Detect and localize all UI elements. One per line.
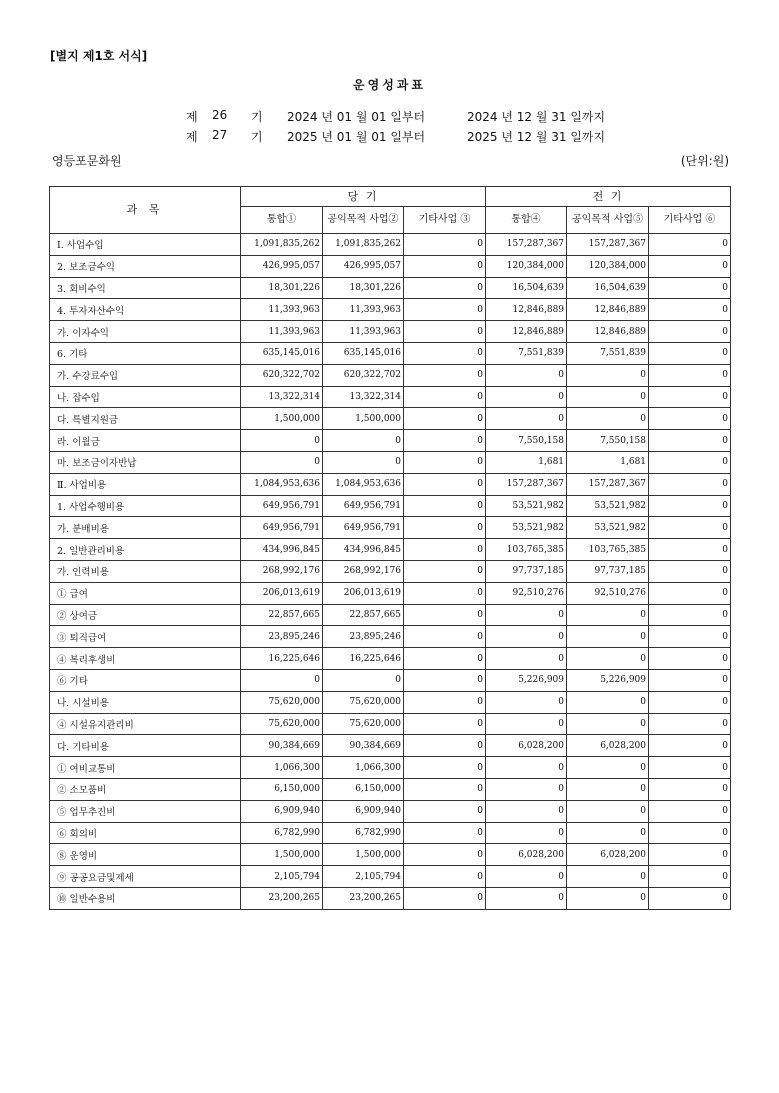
row-value: 0 xyxy=(649,669,731,691)
row-value: 0 xyxy=(486,604,567,626)
row-value: 16,504,639 xyxy=(567,277,649,299)
row-value: 0 xyxy=(649,626,731,648)
row-value: 649,956,791 xyxy=(241,517,323,539)
row-value: 0 xyxy=(649,648,731,670)
table-row xyxy=(50,757,731,779)
row-value: 157,287,367 xyxy=(567,234,649,256)
row-label: 4. 투자자산수익 xyxy=(50,299,241,321)
table-row xyxy=(50,430,731,452)
table-row xyxy=(50,713,731,735)
row-value: 0 xyxy=(486,713,567,735)
period-suffix: 기 xyxy=(251,110,263,124)
row-value: 1,500,000 xyxy=(241,844,323,866)
row-value: 0 xyxy=(404,560,486,582)
row-value: 0 xyxy=(486,408,567,430)
row-value: 0 xyxy=(404,473,486,495)
table-row xyxy=(50,277,731,299)
row-value: 2,105,794 xyxy=(241,866,323,888)
row-value: 0 xyxy=(567,713,649,735)
period-number: 26 xyxy=(212,108,228,122)
row-label: ⑨ 공공요금및제세 xyxy=(50,866,241,888)
table-row xyxy=(50,408,731,430)
row-label: Ⅱ. 사업비용 xyxy=(50,473,241,495)
row-value: 649,956,791 xyxy=(241,495,323,517)
row-value: 157,287,367 xyxy=(486,473,567,495)
row-value: 53,521,982 xyxy=(486,495,567,517)
period-to: 2024 년 12 월 31 일까지 xyxy=(467,110,606,124)
row-label: ① 급여 xyxy=(50,582,241,604)
row-value: 0 xyxy=(404,866,486,888)
row-value: 0 xyxy=(404,844,486,866)
row-value: 0 xyxy=(649,277,731,299)
row-value: 0 xyxy=(649,887,731,909)
row-value: 18,301,226 xyxy=(323,277,404,299)
row-value: 0 xyxy=(649,255,731,277)
row-value: 157,287,367 xyxy=(486,234,567,256)
row-value: 92,510,276 xyxy=(486,582,567,604)
row-label: 6. 기타 xyxy=(50,342,241,364)
row-value: 206,013,619 xyxy=(323,582,404,604)
row-label: ⑥ 회의비 xyxy=(50,822,241,844)
row-value: 635,145,016 xyxy=(323,342,404,364)
row-value: 53,521,982 xyxy=(567,495,649,517)
row-value: 1,500,000 xyxy=(323,844,404,866)
row-value: 11,393,963 xyxy=(323,321,404,343)
row-value: 12,846,889 xyxy=(486,321,567,343)
row-value: 426,995,057 xyxy=(323,255,404,277)
row-value: 1,066,300 xyxy=(241,757,323,779)
row-value: 1,500,000 xyxy=(241,408,323,430)
row-label: 가. 인력비용 xyxy=(50,560,241,582)
row-value: 0 xyxy=(404,669,486,691)
row-value: 434,996,845 xyxy=(323,539,404,561)
row-label: 1. 사업수행비용 xyxy=(50,495,241,517)
row-value: 0 xyxy=(649,408,731,430)
row-value: 1,091,835,262 xyxy=(323,234,404,256)
table-row xyxy=(50,735,731,757)
row-value: 12,846,889 xyxy=(567,321,649,343)
table-row xyxy=(50,299,731,321)
row-value: 6,782,990 xyxy=(241,822,323,844)
row-value: 0 xyxy=(404,299,486,321)
row-value: 0 xyxy=(404,713,486,735)
row-value: 1,066,300 xyxy=(323,757,404,779)
row-value: 0 xyxy=(567,691,649,713)
row-value: 1,681 xyxy=(486,451,567,473)
period-from: 2024 년 01 월 01 일부터 xyxy=(287,110,426,124)
document-title: 운영성과표 xyxy=(353,78,426,92)
row-value: 0 xyxy=(567,822,649,844)
row-value: 0 xyxy=(486,386,567,408)
col-header-other-prior: 기타사업 ⑥ xyxy=(649,207,731,234)
row-value: 0 xyxy=(649,582,731,604)
row-value: 0 xyxy=(649,778,731,800)
row-value: 0 xyxy=(404,430,486,452)
unit-label: (단위:원) xyxy=(680,154,729,168)
row-value: 206,013,619 xyxy=(241,582,323,604)
row-value: 0 xyxy=(404,626,486,648)
row-value: 11,393,963 xyxy=(241,299,323,321)
row-value: 23,895,246 xyxy=(323,626,404,648)
row-value: 620,322,702 xyxy=(241,364,323,386)
table-row xyxy=(50,648,731,670)
table-row xyxy=(50,255,731,277)
table-row xyxy=(50,517,731,539)
row-value: 0 xyxy=(404,887,486,909)
row-value: 11,393,963 xyxy=(241,321,323,343)
row-value: 7,550,158 xyxy=(486,430,567,452)
row-value: 649,956,791 xyxy=(323,517,404,539)
form-label: [별지 제1호 서식] xyxy=(50,49,148,63)
row-label: 3. 회비수익 xyxy=(50,277,241,299)
row-value: 6,909,940 xyxy=(323,800,404,822)
row-value: 157,287,367 xyxy=(567,473,649,495)
table-row xyxy=(50,495,731,517)
row-value: 97,737,185 xyxy=(567,560,649,582)
row-value: 0 xyxy=(404,604,486,626)
row-value: 13,322,314 xyxy=(323,386,404,408)
row-label: 다. 특별지원금 xyxy=(50,408,241,430)
table-row xyxy=(50,844,731,866)
row-label: 가. 분배비용 xyxy=(50,517,241,539)
row-value: 1,091,835,262 xyxy=(241,234,323,256)
row-value: 0 xyxy=(486,778,567,800)
row-value: 5,226,909 xyxy=(567,669,649,691)
table-row xyxy=(50,539,731,561)
row-value: 0 xyxy=(404,495,486,517)
row-value: 16,504,639 xyxy=(486,277,567,299)
row-value: 6,782,990 xyxy=(323,822,404,844)
row-label: 2. 일반관리비용 xyxy=(50,539,241,561)
row-value: 0 xyxy=(323,669,404,691)
row-value: 0 xyxy=(404,822,486,844)
row-value: 23,895,246 xyxy=(241,626,323,648)
row-value: 53,521,982 xyxy=(486,517,567,539)
row-value: 0 xyxy=(404,451,486,473)
row-value: 22,857,665 xyxy=(241,604,323,626)
row-label: 나. 잡수입 xyxy=(50,386,241,408)
table-row xyxy=(50,473,731,495)
row-value: 7,551,839 xyxy=(567,342,649,364)
row-value: 1,500,000 xyxy=(323,408,404,430)
row-value: 16,225,646 xyxy=(241,648,323,670)
row-value: 90,384,669 xyxy=(241,735,323,757)
row-value: 0 xyxy=(649,691,731,713)
row-label: Ⅰ. 사업수입 xyxy=(50,234,241,256)
row-value: 12,846,889 xyxy=(486,299,567,321)
row-value: 6,028,200 xyxy=(567,844,649,866)
table-row xyxy=(50,321,731,343)
row-label: 마. 보조금이자반납 xyxy=(50,451,241,473)
subject-header: 과 목 xyxy=(50,187,241,234)
col-header-total-current: 통합① xyxy=(241,207,323,234)
row-value: 0 xyxy=(404,277,486,299)
row-value: 426,995,057 xyxy=(241,255,323,277)
row-value: 0 xyxy=(649,800,731,822)
row-value: 22,857,665 xyxy=(323,604,404,626)
row-value: 0 xyxy=(323,451,404,473)
row-value: 7,550,158 xyxy=(567,430,649,452)
row-value: 0 xyxy=(649,299,731,321)
period-to: 2025 년 12 월 31 일까지 xyxy=(467,130,606,144)
row-label: 2. 보조금수익 xyxy=(50,255,241,277)
row-value: 0 xyxy=(567,364,649,386)
row-label: ② 소모품비 xyxy=(50,778,241,800)
col-header-public-current: 공익목적 사업② xyxy=(323,207,404,234)
row-value: 120,384,000 xyxy=(486,255,567,277)
row-value: 0 xyxy=(486,800,567,822)
row-value: 0 xyxy=(567,386,649,408)
row-value: 97,737,185 xyxy=(486,560,567,582)
row-label: ⑩ 일반수용비 xyxy=(50,887,241,909)
row-value: 75,620,000 xyxy=(323,713,404,735)
row-value: 0 xyxy=(567,778,649,800)
row-value: 0 xyxy=(486,866,567,888)
row-value: 0 xyxy=(404,735,486,757)
row-value: 0 xyxy=(404,386,486,408)
row-value: 23,200,265 xyxy=(241,887,323,909)
row-value: 120,384,000 xyxy=(567,255,649,277)
organization-name: 영등포문화원 xyxy=(52,154,122,168)
row-label: 가. 수강료수입 xyxy=(50,364,241,386)
row-label: ④ 복리후생비 xyxy=(50,648,241,670)
row-value: 0 xyxy=(649,713,731,735)
row-label: 다. 기타비용 xyxy=(50,735,241,757)
period-from: 2025 년 01 월 01 일부터 xyxy=(287,130,426,144)
row-value: 0 xyxy=(649,430,731,452)
row-value: 0 xyxy=(404,778,486,800)
row-value: 0 xyxy=(649,473,731,495)
table-row xyxy=(50,778,731,800)
row-value: 90,384,669 xyxy=(323,735,404,757)
row-value: 0 xyxy=(404,539,486,561)
row-value: 0 xyxy=(486,822,567,844)
row-value: 0 xyxy=(649,517,731,539)
row-value: 103,765,385 xyxy=(567,539,649,561)
row-value: 0 xyxy=(486,691,567,713)
table-row xyxy=(50,386,731,408)
table-row xyxy=(50,800,731,822)
table-row xyxy=(50,582,731,604)
row-value: 0 xyxy=(486,757,567,779)
row-value: 0 xyxy=(486,364,567,386)
operating-results-table xyxy=(49,186,731,910)
row-value: 1,084,953,636 xyxy=(241,473,323,495)
row-value: 0 xyxy=(649,735,731,757)
col-header-total-prior: 통합④ xyxy=(486,207,567,234)
table-row xyxy=(50,626,731,648)
row-value: 0 xyxy=(404,648,486,670)
row-value: 0 xyxy=(649,451,731,473)
row-value: 2,105,794 xyxy=(323,866,404,888)
row-value: 6,909,940 xyxy=(241,800,323,822)
row-value: 0 xyxy=(241,430,323,452)
row-value: 0 xyxy=(404,342,486,364)
row-label: 가. 이자수익 xyxy=(50,321,241,343)
row-value: 0 xyxy=(567,626,649,648)
row-value: 0 xyxy=(649,844,731,866)
row-value: 0 xyxy=(567,757,649,779)
row-value: 0 xyxy=(404,255,486,277)
table-row xyxy=(50,604,731,626)
row-value: 0 xyxy=(404,582,486,604)
row-value: 0 xyxy=(649,495,731,517)
row-value: 92,510,276 xyxy=(567,582,649,604)
row-value: 23,200,265 xyxy=(323,887,404,909)
current-period-header: 당 기 xyxy=(241,187,486,207)
row-label: ② 상여금 xyxy=(50,604,241,626)
row-value: 75,620,000 xyxy=(241,691,323,713)
table-row xyxy=(50,560,731,582)
row-value: 0 xyxy=(649,234,731,256)
row-value: 0 xyxy=(649,386,731,408)
row-value: 12,846,889 xyxy=(567,299,649,321)
row-label: 나. 시설비용 xyxy=(50,691,241,713)
row-label: 라. 이월금 xyxy=(50,430,241,452)
row-value: 0 xyxy=(649,539,731,561)
table-row xyxy=(50,866,731,888)
row-value: 16,225,646 xyxy=(323,648,404,670)
row-label: ③ 퇴직급여 xyxy=(50,626,241,648)
row-value: 0 xyxy=(404,408,486,430)
row-value: 11,393,963 xyxy=(323,299,404,321)
row-value: 7,551,839 xyxy=(486,342,567,364)
row-value: 0 xyxy=(404,321,486,343)
row-value: 0 xyxy=(649,321,731,343)
row-value: 75,620,000 xyxy=(241,713,323,735)
period-number: 27 xyxy=(212,128,228,142)
row-value: 0 xyxy=(486,887,567,909)
table-row xyxy=(50,887,731,909)
row-value: 1,681 xyxy=(567,451,649,473)
row-value: 0 xyxy=(486,626,567,648)
row-value: 6,028,200 xyxy=(567,735,649,757)
col-header-public-prior: 공익목적 사업⑤ xyxy=(567,207,649,234)
row-value: 0 xyxy=(567,648,649,670)
row-value: 434,996,845 xyxy=(241,539,323,561)
row-value: 0 xyxy=(567,604,649,626)
row-value: 268,992,176 xyxy=(323,560,404,582)
table-row xyxy=(50,669,731,691)
row-value: 0 xyxy=(486,648,567,670)
row-label: ⑤ 업무추진비 xyxy=(50,800,241,822)
row-value: 6,028,200 xyxy=(486,735,567,757)
row-value: 635,145,016 xyxy=(241,342,323,364)
period-prefix: 제 xyxy=(186,110,198,124)
row-value: 0 xyxy=(404,757,486,779)
row-value: 620,322,702 xyxy=(323,364,404,386)
row-value: 0 xyxy=(404,364,486,386)
row-value: 0 xyxy=(649,866,731,888)
row-value: 0 xyxy=(649,364,731,386)
row-value: 0 xyxy=(323,430,404,452)
row-value: 0 xyxy=(649,604,731,626)
row-value: 1,084,953,636 xyxy=(323,473,404,495)
row-value: 0 xyxy=(649,560,731,582)
row-label: ④ 시설유지관리비 xyxy=(50,713,241,735)
table-row xyxy=(50,822,731,844)
row-label: ⑧ 운영비 xyxy=(50,844,241,866)
col-header-other-current: 기타사업 ③ xyxy=(404,207,486,234)
prior-period-header: 전 기 xyxy=(486,187,731,207)
table-row xyxy=(50,451,731,473)
row-value: 6,150,000 xyxy=(323,778,404,800)
period-prefix: 제 xyxy=(186,130,198,144)
table-row xyxy=(50,342,731,364)
row-value: 0 xyxy=(404,234,486,256)
row-value: 0 xyxy=(567,887,649,909)
row-label: ① 여비교통비 xyxy=(50,757,241,779)
row-value: 53,521,982 xyxy=(567,517,649,539)
table-row xyxy=(50,691,731,713)
row-value: 268,992,176 xyxy=(241,560,323,582)
row-value: 6,150,000 xyxy=(241,778,323,800)
row-value: 0 xyxy=(404,517,486,539)
row-value: 0 xyxy=(649,822,731,844)
row-value: 0 xyxy=(404,800,486,822)
row-value: 0 xyxy=(241,451,323,473)
row-value: 5,226,909 xyxy=(486,669,567,691)
row-value: 0 xyxy=(241,669,323,691)
row-value: 0 xyxy=(567,408,649,430)
row-label: ⑥ 기타 xyxy=(50,669,241,691)
table-row xyxy=(50,234,731,256)
row-value: 0 xyxy=(567,866,649,888)
table-row xyxy=(50,364,731,386)
row-value: 649,956,791 xyxy=(323,495,404,517)
row-value: 0 xyxy=(567,800,649,822)
row-value: 13,322,314 xyxy=(241,386,323,408)
row-value: 18,301,226 xyxy=(241,277,323,299)
row-value: 0 xyxy=(649,342,731,364)
period-suffix: 기 xyxy=(251,130,263,144)
row-value: 0 xyxy=(404,691,486,713)
row-value: 75,620,000 xyxy=(323,691,404,713)
row-value: 6,028,200 xyxy=(486,844,567,866)
row-value: 0 xyxy=(649,757,731,779)
row-value: 103,765,385 xyxy=(486,539,567,561)
